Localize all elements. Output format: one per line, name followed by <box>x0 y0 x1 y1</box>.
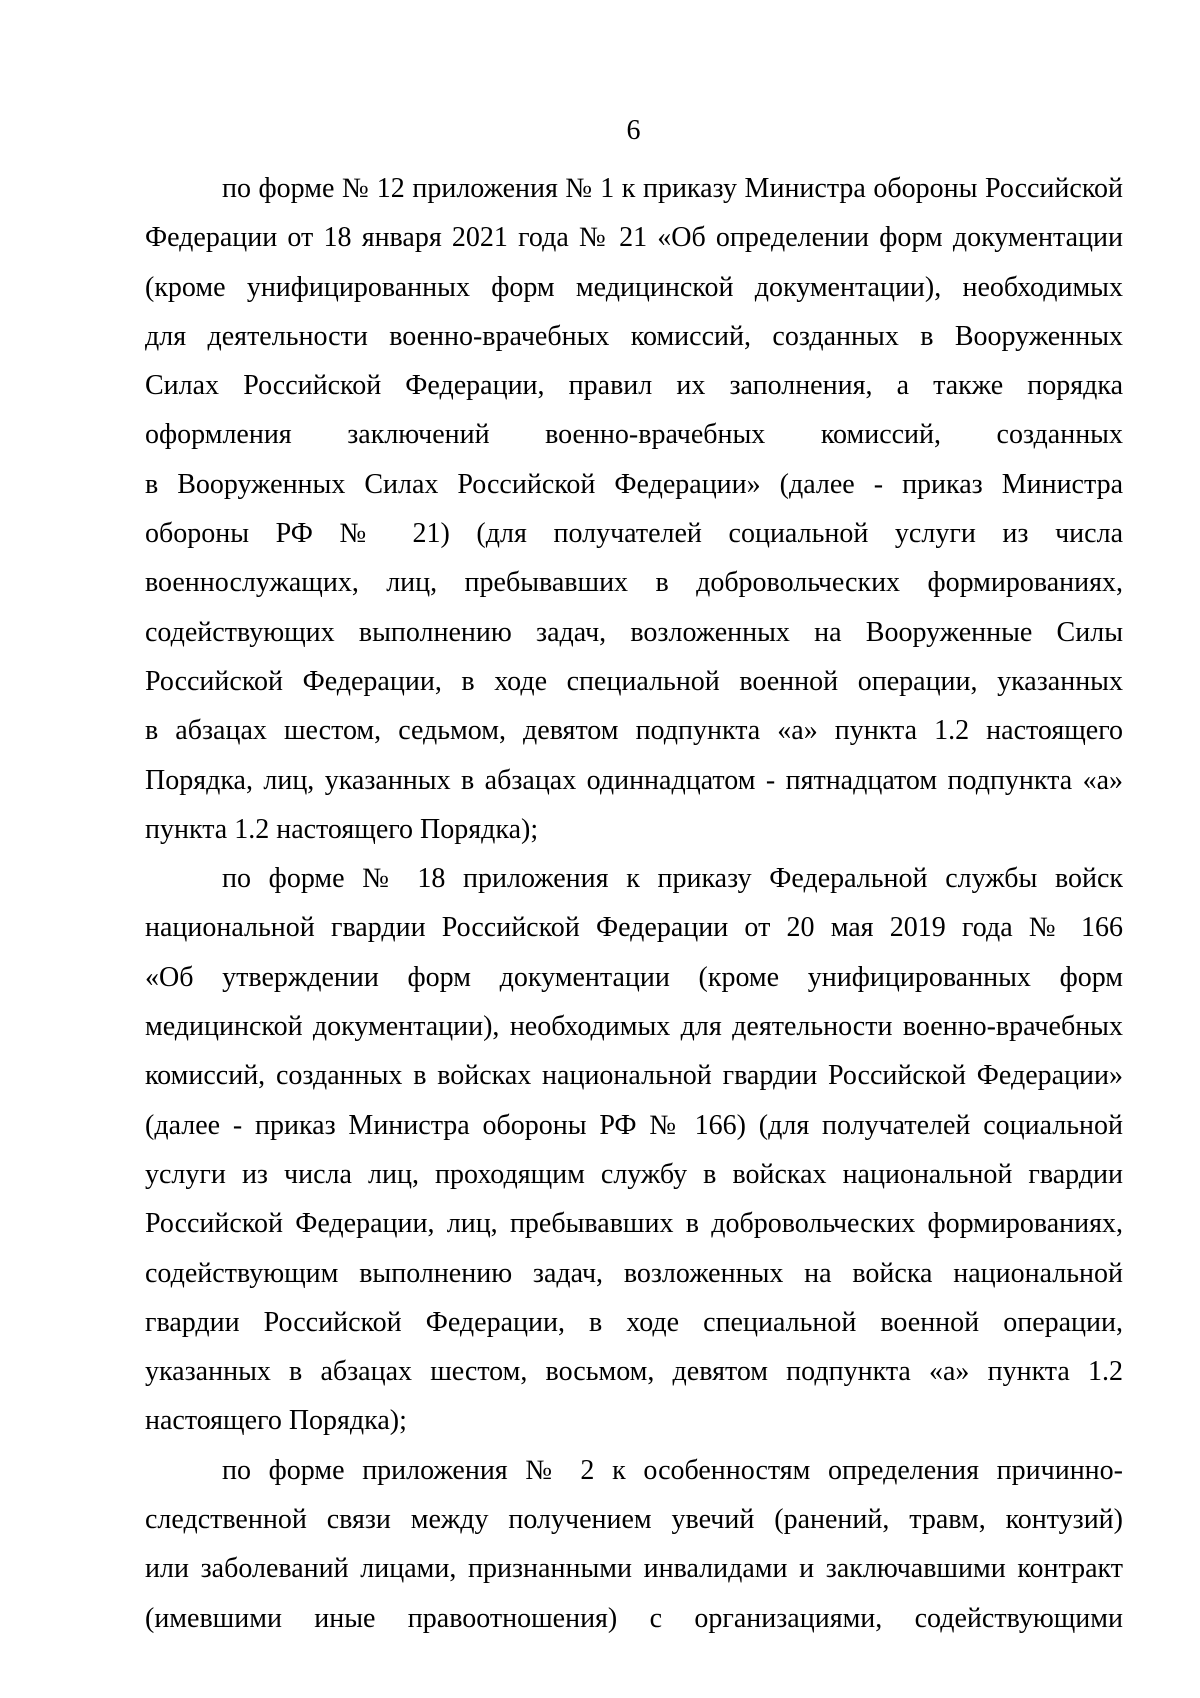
text-line: (имевшими иные правоотношения) с организациями, содействующими <box>145 1602 1123 1634</box>
text-line: Российской Федерации, лиц, пребывавших в добровольческих формированиях, <box>145 1208 1123 1240</box>
text-line: «Об утверждении форм документации (кроме унифицированных форм <box>145 961 1123 993</box>
text-line: медицинской документации), необходимых для деятельности военно-врачебных <box>145 1011 1123 1043</box>
document-body <box>145 164 1123 1643</box>
text-line: Порядка, лиц, указанных в абзацах одиннадцатом - пятнадцатом подпункта «а» <box>145 764 1123 796</box>
page-number: 6 <box>626 115 641 146</box>
paragraph-1 <box>145 164 1123 854</box>
text-line: указанных в абзацах шестом, восьмом, девятом подпункта «а» пункта 1.2 <box>145 1356 1123 1388</box>
text-line: или заболеваний лицами, признанными инвалидами и заключавшими контракт <box>145 1553 1123 1585</box>
text-line: настоящего Порядка); <box>145 1405 407 1437</box>
text-line: обороны РФ № 21) (для получателей социальной услуги из числа <box>145 518 1123 550</box>
text-line: для деятельности военно-врачебных комиссий, созданных в Вооруженных <box>145 320 1123 352</box>
text-line: услуги из числа лиц, проходящим службу в войсках национальной гвардии <box>145 1158 1123 1190</box>
text-line: Федерации от 18 января 2021 года № 21 «Об определении форм документации <box>145 222 1123 254</box>
text-line: (далее - приказ Министра обороны РФ № 166) (для получателей социальной <box>145 1109 1123 1141</box>
text-line: следственной связи между получением увечий (ранений, травм, контузий) <box>145 1504 1123 1536</box>
text-line: по форме № 18 приложения к приказу Федеральной службы войск <box>222 863 1123 895</box>
text-line: Российской Федерации, в ходе специальной военной операции, указанных <box>145 665 1123 697</box>
text-line: военнослужащих, лиц, пребывавших в добровольческих формированиях, <box>145 567 1123 599</box>
text-line: содействующих выполнению задач, возложенных на Вооруженные Силы <box>145 616 1123 648</box>
text-line: пункта 1.2 настоящего Порядка); <box>145 813 539 845</box>
text-line: по форме № 12 приложения № 1 к приказу Министра обороны Российской <box>222 173 1123 204</box>
text-line: гвардии Российской Федерации, в ходе специальной военной операции, <box>145 1306 1123 1338</box>
paragraph-2 <box>145 854 1123 1446</box>
paragraph-3 <box>145 1446 1123 1643</box>
text-line: по форме приложения № 2 к особенностям определения причинно- <box>222 1454 1123 1486</box>
text-line: (кроме унифицированных форм медицинской документации), необходимых <box>145 271 1123 303</box>
text-line: содействующим выполнению задач, возложенных на войска национальной <box>145 1257 1123 1289</box>
text-line: в абзацах шестом, седьмом, девятом подпункта «а» пункта 1.2 настоящего <box>145 715 1123 747</box>
text-line: национальной гвардии Российской Федерации от 20 мая 2019 года № 166 <box>145 912 1123 944</box>
text-line: оформления заключений военно-врачебных комиссий, созданных <box>145 419 1123 451</box>
text-line: Силах Российской Федерации, правил их заполнения, а также порядка <box>145 370 1123 402</box>
text-line: комиссий, созданных в войсках национальной гвардии Российской Федерации» <box>145 1060 1123 1092</box>
text-line: в Вооруженных Силах Российской Федерации» (далее - приказ Министра <box>145 468 1123 500</box>
